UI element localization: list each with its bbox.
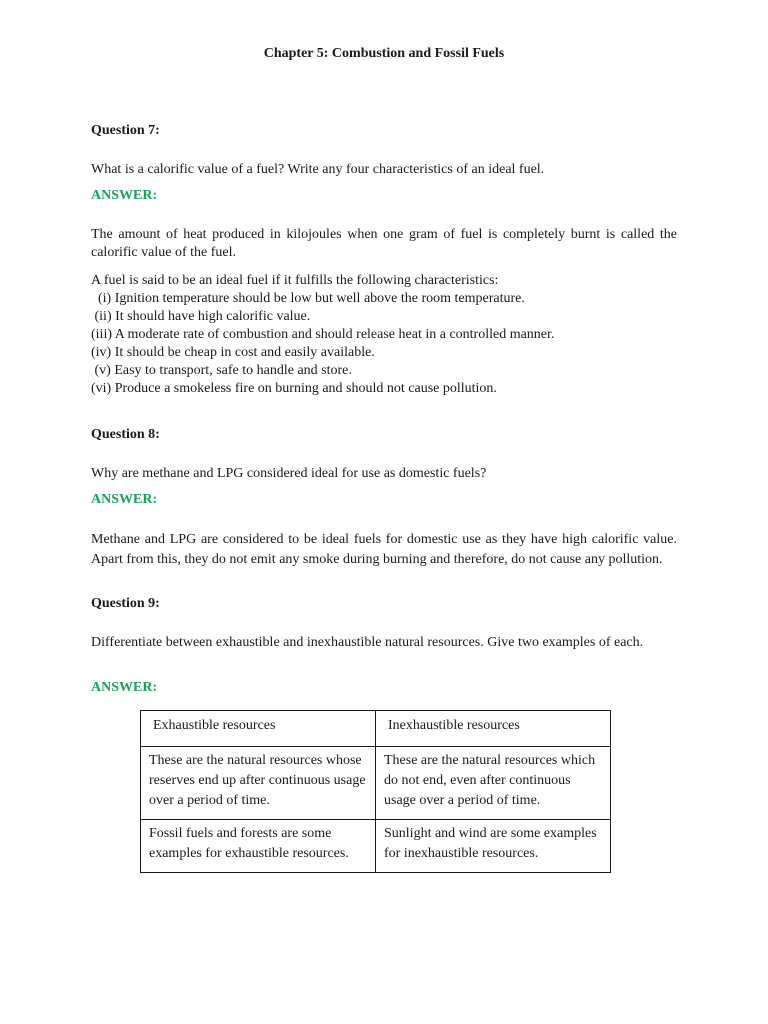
answer-label-q9: ANSWER:	[91, 680, 158, 695]
list-item: (iii) A moderate rate of combustion and should release heat in a controlled manner.	[91, 327, 555, 342]
table-cell: Sunlight and wind are some examples for inexhaustible resources.	[376, 820, 611, 873]
answer-label-q7: ANSWER:	[91, 188, 158, 203]
table-header-row	[141, 711, 611, 747]
list-item: (vi) Produce a smokeless fire on burning and should not cause pollution.	[91, 381, 497, 396]
question-7-characteristics-list	[91, 272, 677, 398]
table-row	[141, 747, 611, 820]
table-header-inexhaustible: Inexhaustible resources	[376, 711, 611, 747]
list-item: (ii) It should have high calorific value.	[91, 309, 311, 324]
question-7-heading: Question 7:	[91, 123, 160, 138]
list-item: (i) Ignition temperature should be low but well above the room temperature.	[91, 291, 525, 306]
question-9-heading: Question 9:	[91, 596, 160, 611]
list-item: (iv) It should be cheap in cost and easily available.	[91, 345, 375, 360]
table-row	[141, 820, 611, 873]
question-7-text: What is a calorific value of a fuel? Write any four characteristics of an ideal fuel.	[91, 162, 545, 177]
resources-comparison-table	[140, 710, 611, 873]
list-intro: A fuel is said to be an ideal fuel if it fulfills the following characteristics:	[91, 273, 499, 288]
question-7-answer-definition: The amount of heat produced in kilojoules when one gram of fuel is completely burnt is called the calorific value of the fuel.	[91, 227, 677, 260]
table-cell: Fossil fuels and forests are some examples for exhaustible resources.	[141, 820, 376, 873]
table-cell: These are the natural resources whose reserves end up after continuous usage over a period of time.	[141, 747, 376, 820]
question-8-heading: Question 8:	[91, 427, 160, 442]
table-cell: These are the natural resources which do not end, even after continuous usage over a period of time.	[376, 747, 611, 820]
table-header-exhaustible: Exhaustible resources	[141, 711, 376, 747]
list-item: (v) Easy to transport, safe to handle and store.	[91, 363, 352, 378]
question-9-text: Differentiate between exhaustible and inexhaustible natural resources. Give two examples of each.	[91, 635, 644, 650]
question-8-answer: Methane and LPG are considered to be ideal fuels for domestic use as they have high calorific value. Apart from this, they do not emit any smoke during burning and therefore, do not cause any pollution.	[91, 532, 677, 567]
answer-label-q8: ANSWER:	[91, 492, 158, 507]
chapter-title: Chapter 5: Combustion and Fossil Fuels	[263, 46, 505, 61]
question-8-text: Why are methane and LPG considered ideal for use as domestic fuels?	[91, 466, 487, 481]
